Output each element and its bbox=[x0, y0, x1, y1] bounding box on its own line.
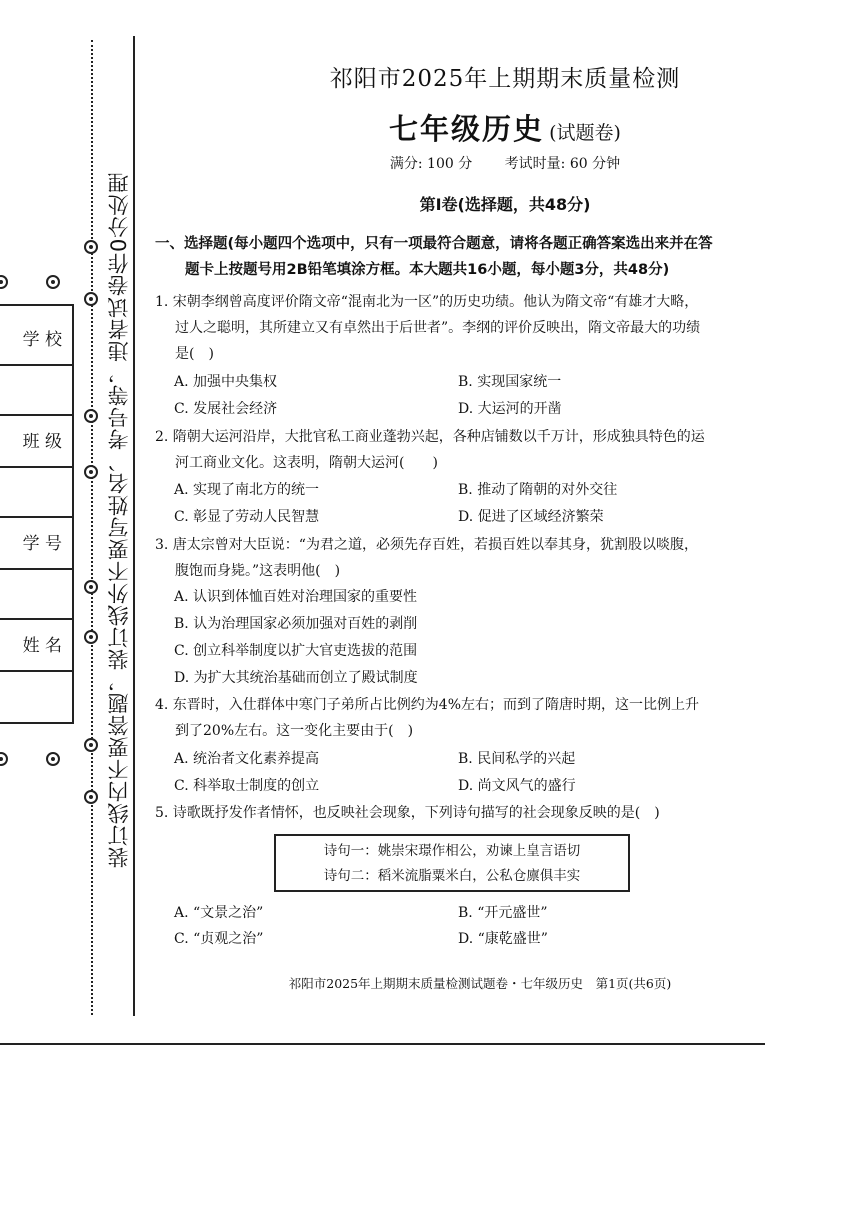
binding-dotted-line bbox=[91, 40, 93, 1015]
student-info-box bbox=[0, 304, 74, 724]
option-a[interactable]: A. “文景之治” bbox=[174, 905, 264, 921]
option-b[interactable]: B. 实现国家统一 bbox=[458, 374, 562, 390]
question-5 bbox=[155, 800, 755, 826]
part-title: 第Ⅰ卷(选择题，共48分) bbox=[419, 195, 591, 214]
subject-name: 七年级历史 bbox=[389, 112, 545, 146]
binding-hole-icon bbox=[84, 292, 98, 306]
question-line: 河工商业文化。这表明，隋朝大运河( ) bbox=[175, 455, 438, 471]
binding-hole-icon bbox=[84, 580, 98, 594]
binding-hole-icon bbox=[46, 275, 60, 289]
info-blank-school[interactable] bbox=[0, 366, 72, 416]
full-score: 满分: 100 分 bbox=[389, 156, 473, 172]
info-label-class: 班 级 bbox=[0, 416, 72, 468]
question-line: 腹饱而身毙。”这表明他( ) bbox=[175, 563, 341, 579]
binding-hole-icon bbox=[0, 752, 8, 766]
option-b[interactable]: B. 民间私学的兴起 bbox=[458, 751, 576, 767]
binding-hole-icon bbox=[84, 738, 98, 752]
info-label-number: 学 号 bbox=[0, 518, 72, 570]
info-blank-number[interactable] bbox=[0, 570, 72, 620]
option-c[interactable]: C. 科举取士制度的创立 bbox=[174, 778, 320, 794]
info-label-name: 姓 名 bbox=[0, 620, 72, 672]
section-line-2: 题卡上按题号用2B铅笔填涂方框。本大题共16小题，每小题3分，共48分) bbox=[185, 262, 670, 278]
exam-meta bbox=[150, 153, 860, 173]
question-line: 4. 东晋时，入仕群体中寒门子弟所占比例约为4%左右；而到了隋唐时期，这一比例上升 bbox=[155, 697, 700, 713]
option-a[interactable]: A. 统治者文化素养提高 bbox=[174, 751, 320, 767]
option-c[interactable]: C. 创立科举制度以扩大官吏选拔的范围 bbox=[174, 643, 418, 659]
option-c[interactable]: C. 彰显了劳动人民智慧 bbox=[174, 509, 320, 525]
option-a[interactable]: A. 加强中央集权 bbox=[174, 374, 278, 390]
poem-line: 诗句二：稻米流脂粟米白，公私仓廪俱丰实 bbox=[323, 868, 581, 884]
question-line: 2. 隋朝大运河沿岸，大批官私工商业蓬勃兴起，各种店铺数以千万计，形成独具特色的运 bbox=[155, 429, 705, 445]
option-c[interactable]: C. “贞观之治” bbox=[174, 931, 264, 947]
question-line: 3. 唐太宗曾对大臣说：“为君之道，必须先存百姓，若损百姓以奉其身，犹割股以啖腹， bbox=[155, 537, 698, 553]
binding-hole-icon bbox=[84, 409, 98, 423]
binding-hole-icon bbox=[46, 752, 60, 766]
info-label-school: 学 校 bbox=[0, 314, 72, 366]
option-b[interactable]: B. “开元盛世” bbox=[458, 905, 548, 921]
binding-warning-note: 装订线内不要答题，装订线外不要写姓名、考号等，违者试卷作0分处理 bbox=[107, 171, 131, 869]
question-line: 到了20%左右。这一变化主要由于( ) bbox=[175, 723, 414, 739]
option-b[interactable]: B. 认为治理国家必须加强对百姓的剥削 bbox=[174, 616, 418, 632]
poem-quote-box bbox=[274, 834, 630, 892]
question-line: 过人之聪明，其所建立又有卓然出于后世者”。李纲的评价反映出，隋文帝最大的功绩 bbox=[175, 320, 701, 336]
option-d[interactable]: D. 促进了区域经济繁荣 bbox=[458, 509, 604, 525]
option-d[interactable]: D. 为扩大其统治基础而创立了殿试制度 bbox=[174, 670, 418, 686]
page-bottom-rule bbox=[0, 1043, 765, 1045]
option-a[interactable]: A. 认识到体恤百姓对治理国家的重要性 bbox=[174, 589, 418, 605]
binding-hole-icon bbox=[84, 465, 98, 479]
question-line: 是( ) bbox=[175, 346, 214, 362]
option-b[interactable]: B. 推动了隋朝的对外交往 bbox=[458, 482, 618, 498]
paper-type: (试题卷) bbox=[549, 122, 621, 144]
question-3 bbox=[155, 532, 755, 584]
option-d[interactable]: D. 尚文风气的盛行 bbox=[458, 778, 576, 794]
exam-duration: 考试时量: 60 分钟 bbox=[504, 156, 621, 172]
option-c[interactable]: C. 发展社会经济 bbox=[174, 401, 278, 417]
question-4 bbox=[155, 692, 755, 744]
poem-line: 诗句一：姚崇宋璟作相公，劝谏上皇言语切 bbox=[323, 843, 581, 859]
binding-hole-icon bbox=[84, 790, 98, 804]
binding-hole-icon bbox=[0, 275, 8, 289]
question-line: 1. 宋朝李纲曾高度评价隋文帝“混南北为一区”的历史功绩。他认为隋文帝“有雄才大略， bbox=[155, 294, 699, 310]
info-blank-class[interactable] bbox=[0, 468, 72, 518]
section-line-1: 一、选择题(每小题四个选项中，只有一项最符合题意，请将各题正确答案选出来并在答 bbox=[155, 236, 713, 252]
option-d[interactable]: D. “康乾盛世” bbox=[458, 931, 548, 947]
binding-hole-icon bbox=[84, 630, 98, 644]
question-line: 5. 诗歌既抒发作者情怀，也反映社会现象，下列诗句描写的社会现象反映的是( ) bbox=[155, 805, 660, 821]
binding-hole-icon bbox=[84, 240, 98, 254]
page-footer: 祁阳市2025年上期期末质量检测试题卷・七年级历史 第1页(共6页) bbox=[288, 976, 672, 991]
section-instructions bbox=[155, 231, 755, 283]
option-a[interactable]: A. 实现了南北方的统一 bbox=[174, 482, 320, 498]
option-d[interactable]: D. 大运河的开凿 bbox=[458, 401, 562, 417]
exam-title: 祁阳市2025年上期期末质量检测 bbox=[329, 66, 681, 92]
subject-title bbox=[150, 107, 860, 148]
question-2 bbox=[155, 424, 755, 476]
question-1 bbox=[155, 289, 755, 367]
